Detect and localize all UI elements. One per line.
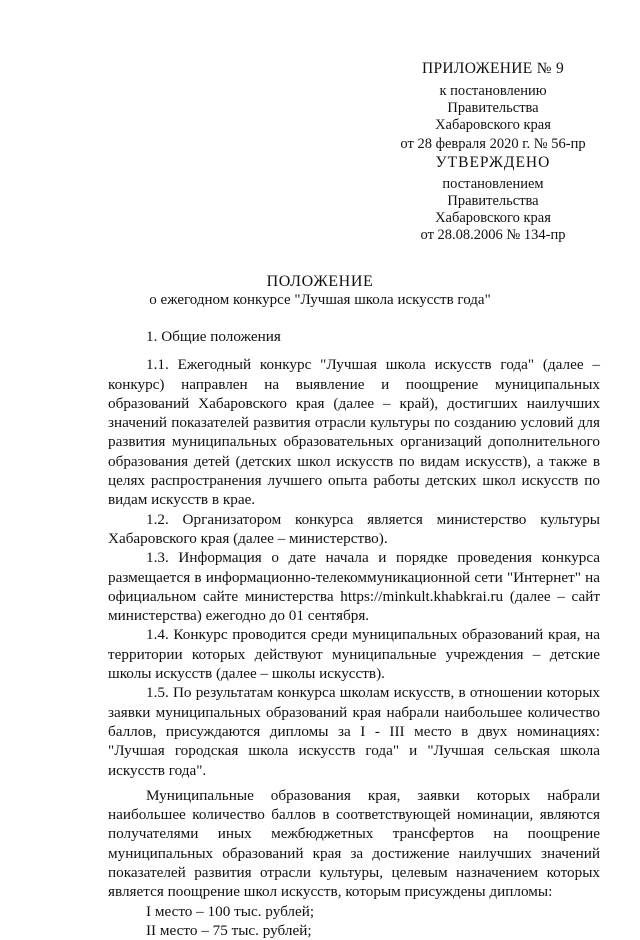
- document-subtitle: о ежегодном конкурсе "Лучшая школа искусств года": [149, 292, 491, 308]
- annex-line: к постановлению: [439, 83, 547, 99]
- annex-title: ПРИЛОЖЕНИЕ № 9: [421, 60, 565, 77]
- prize-first-place: I место – 100 тыс. рублей;: [146, 902, 315, 920]
- document-title: ПОЛОЖЕНИЕ: [266, 273, 374, 290]
- paragraph-1-4: 1.4. Конкурс проводится среди муниципальных образований края, на территории которых действуют муниципальные учреждения – детские школы искусств (далее – школы искусств).: [108, 626, 600, 683]
- approved-line: постановлением: [442, 176, 544, 192]
- paragraph-municipal: Муниципальные образования края, заявки которых набрали наибольшее количество баллов в соответствующей номинации, являются получателями иных межбюджетных трансфертов на поощрение муниципальных образований края за достижение наилучших значений показателей развития отрасли культуры, целевым назначением которых является поощрение школ искусств, которым присуждены дипломы:: [108, 786, 600, 901]
- paragraph-1-1: 1.1. Ежегодный конкурс "Лучшая школа искусств года" (далее – конкурс) направлен на выявление и поощрение муниципальных образований Хабаровского края (далее – край), достигших наилучших значений показателей развития отрасли культуры по созданию условий для развития муниципальных образовательных организаций дополнительного образования детей (детских школ искусств по видам искусств), а также в целях распространения лучшего опыта работы детских школ искусств по видам искусств в крае.: [108, 356, 600, 509]
- prize-second-place: II место – 75 тыс. рублей;: [146, 921, 312, 939]
- annex-line: Хабаровского края: [435, 117, 551, 133]
- section-heading: 1. Общие положения: [146, 328, 281, 345]
- approved-line: от 28.08.2006 № 134-пр: [420, 227, 566, 243]
- document-title-block: [60, 272, 580, 310]
- annex-line: от 28 февраля 2020 г. № 56-пр: [400, 136, 586, 152]
- approved-title: УТВЕРЖДЕНО: [435, 154, 551, 171]
- paragraph-1-5: 1.5. По результатам конкурса школам искусств, в отношении которых заявки муниципальных образований края набрали наибольшее количество баллов, присуждаются дипломы за I - III место в двух номинациях: "Лучшая городская школа искусств года" и "Лучшая сельская школа искусств года".: [108, 684, 600, 779]
- approval-stamp: [388, 154, 598, 244]
- document-body: [108, 327, 600, 940]
- approved-line: Хабаровского края: [435, 210, 551, 226]
- paragraph-1-3: 1.3. Информация о дате начала и порядке проведения конкурса размещается в информационно-телекоммуникационной сети "Интернет" на официальном сайте министерства https://minkult.khabkrai.ru (далее – сайт министерства) ежегодно до 01 сентября.: [108, 549, 600, 625]
- annex-line: Правительства: [447, 100, 539, 116]
- paragraph-1-2: 1.2. Организатором конкурса является министерство культуры Хабаровского края (далее – министерство).: [108, 510, 600, 547]
- annex-header: [388, 60, 598, 153]
- approved-line: Правительства: [447, 193, 539, 209]
